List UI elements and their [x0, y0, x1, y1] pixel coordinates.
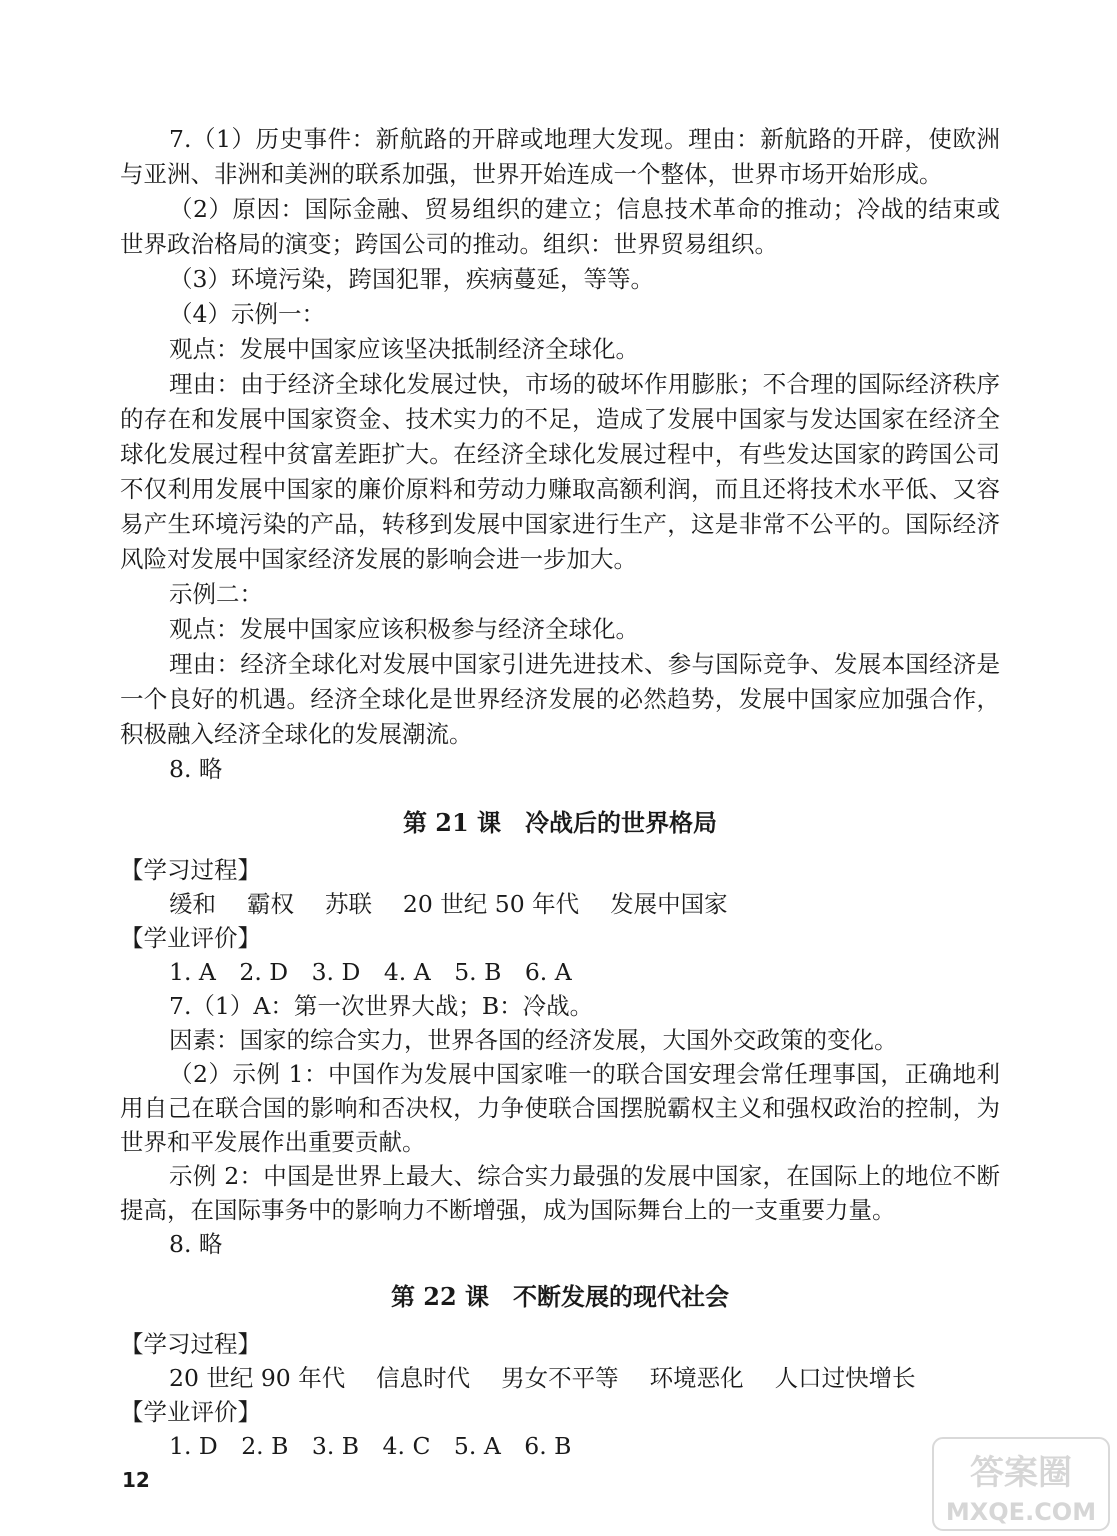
lesson-22-eval-label: 【学业评价】 — [120, 1398, 261, 1426]
answer-20-reason-2: 理由：经济全球化对发展中国家引进先进技术、参与国际竞争、发展本国经济是一个良好的机遇。经济全球化是世界经济发展的必然趋势，发展中国家应加强合作，积极融入经济全球化的发展潮流。 — [120, 650, 1000, 748]
lesson-21-eval-label: 【学业评价】 — [120, 924, 261, 952]
lesson-22-choices: 1. D 2. B 3. B 4. C 5. A 6. B — [169, 1432, 572, 1460]
lesson-21-q8: 8. 略 — [169, 1230, 223, 1258]
answer-20-q7-4: （4）示例一： — [169, 300, 325, 328]
page-number: 12 — [122, 1468, 150, 1492]
answer-20-q7-2: （2）原因：国际金融、贸易组织的建立；信息技术革命的推动；冷战的结束或世界政治格局的演变；跨国公司的推动。组织：世界贸易组织。 — [120, 195, 1000, 258]
lesson-22-process-answers: 20 世纪 90 年代 信息时代 男女不平等 环境恶化 人口过快增长 — [169, 1364, 916, 1392]
lesson-21-process-label: 【学习过程】 — [120, 856, 261, 884]
answer-page — [120, 122, 1000, 1463]
lesson-21-title: 第 21 课 冷战后的世界格局 — [402, 808, 718, 837]
lesson-21-q7-example-2: 示例 2：中国是世界上最大、综合实力最强的发展中国家，在国际上的地位不断提高，在国际事务中的影响力不断增强，成为国际舞台上的一支重要力量。 — [120, 1162, 1000, 1224]
lesson-21-q7-factors: 因素：国家的综合实力，世界各国的经济发展，大国外交政策的变化。 — [169, 1026, 898, 1054]
answer-20-viewpoint-1: 观点：发展中国家应该坚决抵制经济全球化。 — [169, 335, 639, 363]
lesson-22-title: 第 22 课 不断发展的现代社会 — [390, 1282, 730, 1311]
answer-20-q7-1: 7.（1）历史事件：新航路的开辟或地理大发现。理由：新航路的开辟，使欧洲与亚洲、非洲和美洲的联系加强，世界开始连成一个整体，世界市场开始形成。 — [120, 125, 1000, 188]
watermark-logo — [931, 1436, 1111, 1532]
lesson-21-q7-2: （2）示例 1：中国作为发展中国家唯一的联合国安理会常任理事国，正确地利用自己在联合国的影响和否决权，力争使联合国摆脱霸权主义和强权政治的控制，为世界和平发展作出重要贡献。 — [120, 1060, 1000, 1156]
answer-20-example-2: 示例二： — [169, 580, 263, 608]
watermark-top-text: 答案圈 — [970, 1453, 1072, 1493]
lesson-21-choices: 1. A 2. D 3. D 4. A 5. B 6. A — [169, 958, 572, 986]
answer-20-reason-1: 理由：由于经济全球化发展过快，市场的破坏作用膨胀；不合理的国际经济秩序的存在和发展中国家资金、技术实力的不足，造成了发展中国家与发达国家在经济全球化发展过程中贫富差距扩大。在经济全球化发展过程中，有些发达国家的跨国公司不仅利用发展中国家的廉价原料和劳动力赚取高额利润，而且还将技术水平低、又容易产生环境污染的产品，转移到发展中国家进行生产，这是非常不公平的。国际经济风险对发展中国家经济发展的影响会进一步加大。 — [120, 370, 1000, 573]
answer-20-q8: 8. 略 — [169, 755, 223, 783]
lesson-22-process-label: 【学习过程】 — [120, 1330, 261, 1358]
watermark-bottom-text: MXQE.COM — [945, 1498, 1097, 1526]
answer-20-q7-3: （3）环境污染，跨国犯罪，疾病蔓延，等等。 — [169, 265, 654, 293]
lesson-21-process-answers: 缓和 霸权 苏联 20 世纪 50 年代 发展中国家 — [169, 890, 728, 918]
lesson-21-q7-1: 7.（1）A：第一次世界大战；B：冷战。 — [169, 992, 594, 1020]
answer-20-viewpoint-2: 观点：发展中国家应该积极参与经济全球化。 — [169, 615, 639, 643]
